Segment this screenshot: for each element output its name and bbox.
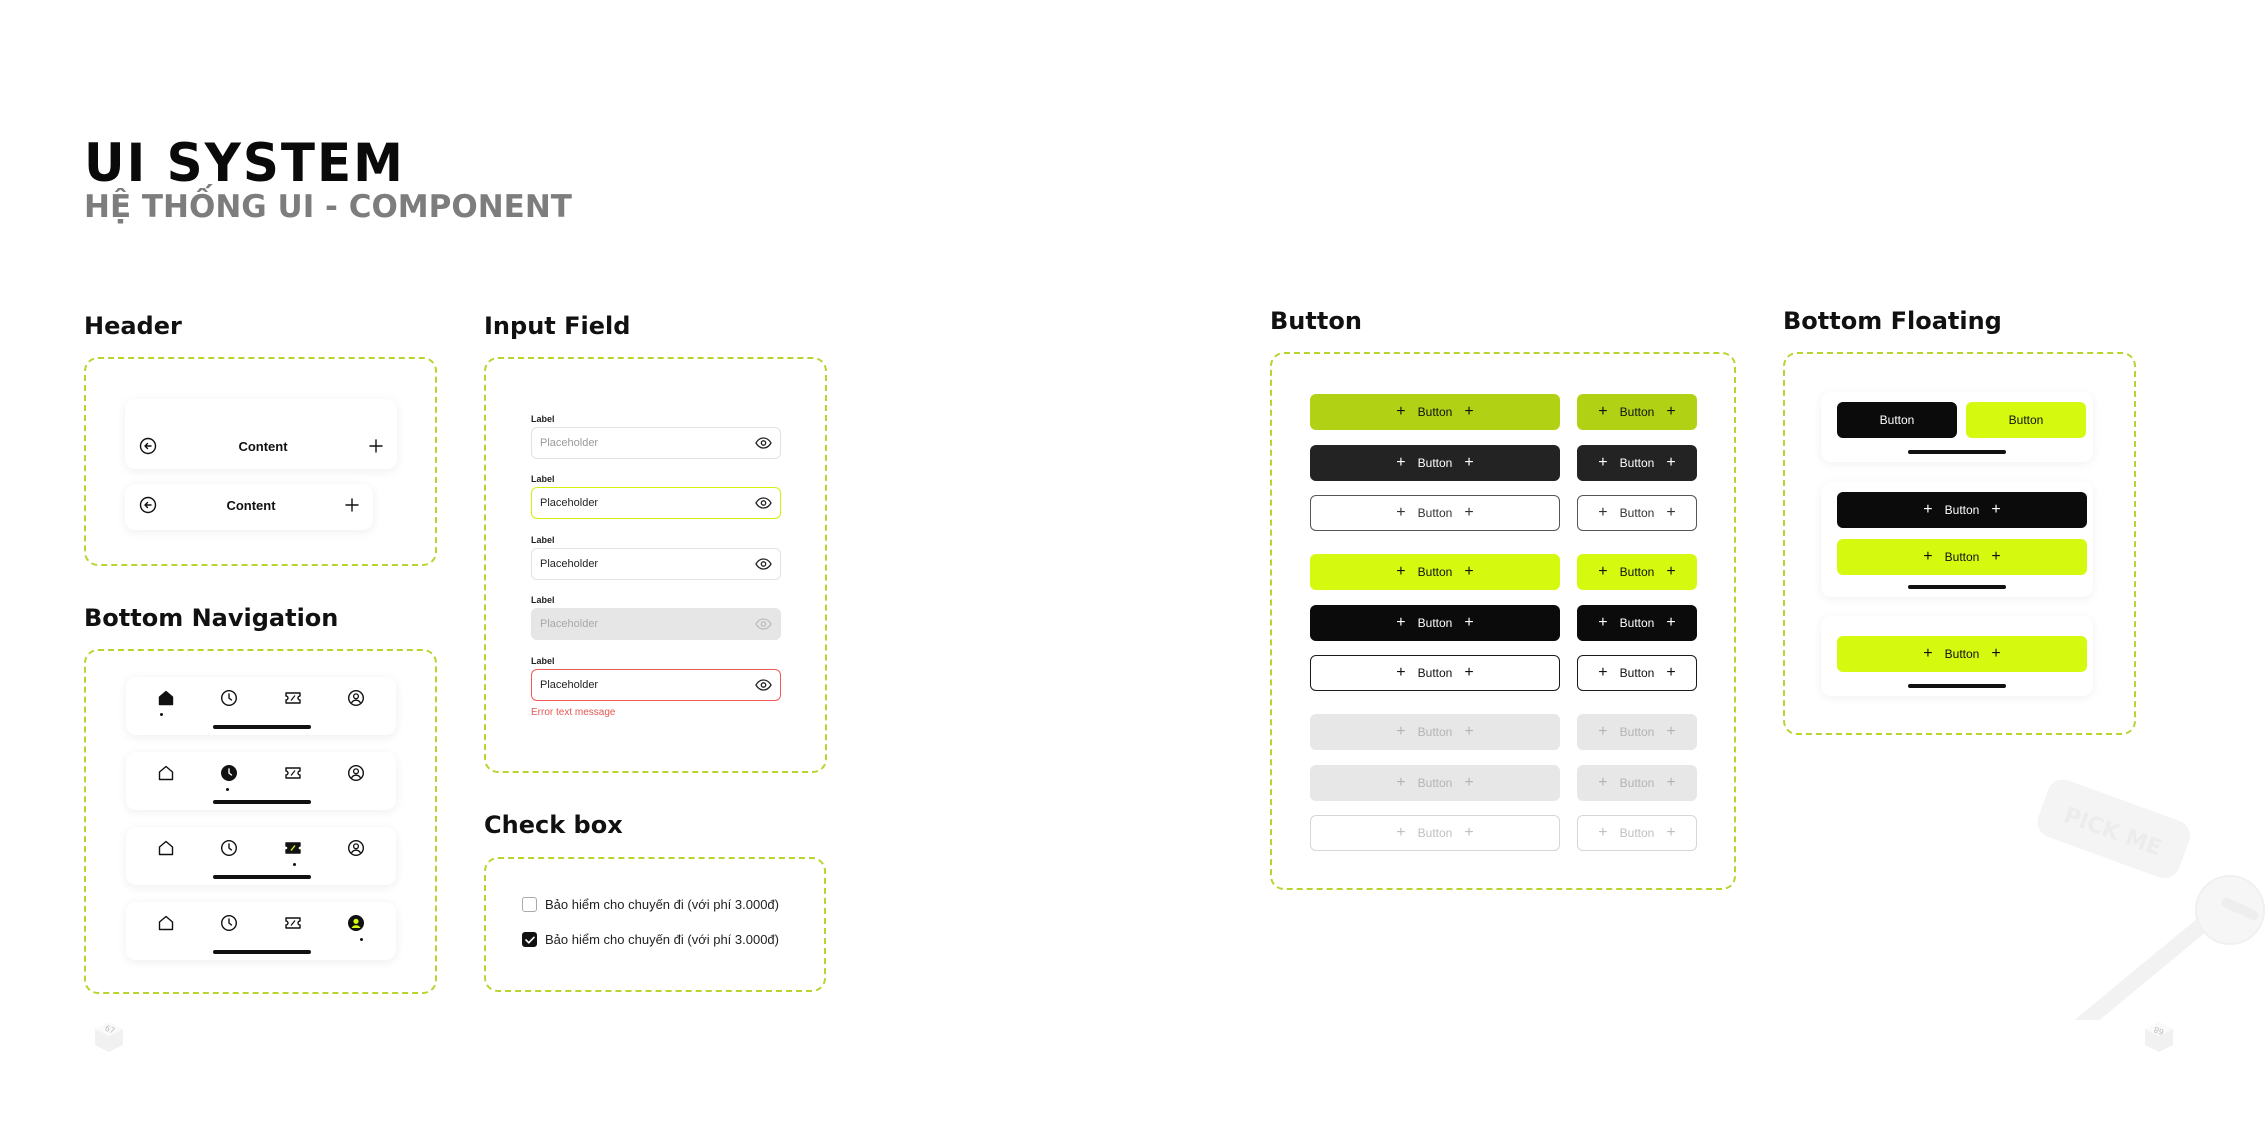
header-section-title: Header (84, 312, 182, 340)
check-icon (525, 936, 535, 944)
home-indicator (1908, 450, 2006, 454)
header-large (125, 399, 397, 469)
plus-icon: + (1396, 723, 1406, 740)
plus-icon: + (1396, 824, 1406, 841)
plus-icon: + (1666, 664, 1676, 681)
ticket-icon[interactable] (284, 839, 302, 857)
button-label: Button (1944, 647, 1980, 661)
user-icon[interactable] (347, 839, 365, 857)
page-number: 68 (2152, 1024, 2166, 1037)
button-label: Button (1417, 725, 1453, 739)
button-wide-disabled-outline (1310, 815, 1560, 851)
plus-icon: + (1598, 774, 1608, 791)
button-label: Button (1619, 725, 1655, 739)
floating-two-buttons (1821, 392, 2093, 462)
button-label: Button (1619, 456, 1655, 470)
checkbox-section-title: Check box (484, 811, 623, 839)
button-wide-outline-dark[interactable] (1310, 655, 1560, 691)
eye-icon[interactable] (755, 497, 772, 509)
plus-icon: + (1464, 504, 1474, 521)
button-compact-olive[interactable] (1577, 394, 1697, 430)
button-label: Button (1417, 565, 1453, 579)
clock-icon[interactable] (220, 689, 238, 707)
home-indicator (213, 725, 311, 729)
checkbox-unchecked[interactable] (522, 897, 537, 912)
plus-icon: + (1396, 563, 1406, 580)
plus-icon: + (1598, 454, 1608, 471)
button-label: Button (1417, 405, 1453, 419)
button-wide-outline[interactable] (1310, 495, 1560, 531)
button-section-frame (1270, 352, 1736, 890)
plus-icon: + (1598, 504, 1608, 521)
button-label: Button (1417, 506, 1453, 520)
input-placeholder: Placeholder (540, 437, 599, 449)
plus-icon: + (1464, 563, 1474, 580)
ticket-icon[interactable] (284, 914, 302, 932)
clock-icon[interactable] (220, 764, 238, 782)
plus-icon: + (1923, 548, 1933, 565)
button-compact-disabled (1577, 714, 1697, 750)
plus-icon: + (1598, 664, 1608, 681)
button-label: Button (1944, 550, 1980, 564)
page-number: 67 (103, 1023, 117, 1036)
floating-secondary-button[interactable] (1837, 402, 1957, 438)
home-indicator (213, 950, 311, 954)
input-value: Placeholder (540, 558, 599, 570)
home-icon[interactable] (157, 839, 175, 857)
plus-icon: + (1923, 645, 1933, 662)
plus-icon: + (1396, 454, 1406, 471)
checkbox-checked[interactable] (522, 932, 537, 947)
plus-icon: + (1464, 664, 1474, 681)
input-filled[interactable] (531, 548, 781, 580)
input-label: Label (531, 656, 555, 666)
plus-icon: + (1464, 614, 1474, 631)
checkbox-item[interactable] (522, 932, 779, 947)
page-number-cube-left (92, 1020, 126, 1054)
ticket-icon[interactable] (284, 764, 302, 782)
floating-primary-button[interactable] (1837, 539, 2087, 575)
button-label: Button (1619, 826, 1655, 840)
plus-icon: + (1396, 614, 1406, 631)
floating-primary-button[interactable] (1966, 402, 2086, 438)
page-subtitle: HỆ THỐNG UI - COMPONENT (84, 189, 572, 225)
input-section-frame (484, 357, 827, 773)
plus-icon: + (1464, 774, 1474, 791)
plus-icon: + (1396, 403, 1406, 420)
home-icon[interactable] (157, 764, 175, 782)
input-label: Label (531, 595, 555, 605)
button-label: Button (1619, 506, 1655, 520)
plus-icon: + (1666, 403, 1676, 420)
input-error[interactable] (531, 669, 781, 701)
active-indicator-dot (160, 713, 163, 716)
clock-icon[interactable] (220, 914, 238, 932)
plus-icon: + (1666, 504, 1676, 521)
input-placeholder: Placeholder (540, 618, 599, 630)
plus-icon: + (1396, 504, 1406, 521)
eye-icon[interactable] (755, 437, 772, 449)
button-wide-disabled (1310, 714, 1560, 750)
keychain-text: PICK ME (2060, 802, 2165, 862)
plus-icon: + (1396, 774, 1406, 791)
plus-icon: + (1666, 723, 1676, 740)
home-indicator (1908, 585, 2006, 589)
input-label: Label (531, 535, 555, 545)
plus-icon: + (1666, 563, 1676, 580)
button-label: Button (1619, 616, 1655, 630)
button-label: Button (1619, 565, 1655, 579)
plus-icon: + (1666, 774, 1676, 791)
keychain-illustration (2015, 780, 2268, 1020)
eye-icon[interactable] (755, 558, 772, 570)
button-label: Button (1417, 666, 1453, 680)
plus-icon: + (1598, 614, 1608, 631)
floating-secondary-button[interactable] (1837, 492, 2087, 528)
floating-section-frame (1783, 352, 2136, 735)
bottom-nav-bar (126, 902, 396, 960)
button-wide-lime[interactable] (1310, 554, 1560, 590)
home-icon[interactable] (157, 914, 175, 932)
header-section-frame (84, 357, 437, 566)
plus-icon: + (1396, 664, 1406, 681)
input-placeholder: Placeholder (540, 497, 599, 509)
button-compact-outline-dark[interactable] (1577, 655, 1697, 691)
floating-stacked-buttons (1821, 482, 2093, 597)
checkbox-label: Bảo hiểm cho chuyến đi (với phí 3.000đ) (545, 897, 779, 912)
bottom-nav-section-title: Bottom Navigation (84, 604, 339, 632)
input-default[interactable] (531, 427, 781, 459)
button-label: Button (1619, 405, 1655, 419)
plus-icon: + (1666, 614, 1676, 631)
plus-icon: + (1464, 824, 1474, 841)
button-wide-olive[interactable] (1310, 394, 1560, 430)
button-wide-disabled (1310, 765, 1560, 801)
plus-icon: + (1464, 723, 1474, 740)
clock-icon[interactable] (220, 839, 238, 857)
button-compact-black[interactable] (1577, 605, 1697, 641)
plus-icon: + (1598, 824, 1608, 841)
plus-icon: + (1464, 454, 1474, 471)
button-label: Button (1417, 826, 1453, 840)
input-section-title: Input Field (484, 312, 631, 340)
bottom-nav-section-frame (84, 649, 437, 994)
checkbox-section-frame (484, 857, 826, 992)
active-indicator-dot (360, 938, 363, 941)
input-label: Label (531, 474, 555, 484)
plus-icon: + (1923, 501, 1933, 518)
button-compact-lime[interactable] (1577, 554, 1697, 590)
home-indicator (213, 800, 311, 804)
checkbox-item[interactable] (522, 897, 779, 912)
header-small (125, 484, 373, 530)
plus-icon: + (1464, 403, 1474, 420)
button-compact-disabled (1577, 765, 1697, 801)
page-title: UI SYSTEM (84, 132, 405, 194)
eye-icon[interactable] (755, 679, 772, 691)
plus-icon: + (1598, 403, 1608, 420)
bottom-nav-bar (126, 677, 396, 735)
button-label: Button (1417, 776, 1453, 790)
input-disabled (531, 608, 781, 640)
home-indicator (213, 875, 311, 879)
bottom-nav-bar (126, 752, 396, 810)
home-indicator (1908, 684, 2006, 688)
plus-icon: + (1991, 501, 2001, 518)
plus-icon: + (1991, 548, 2001, 565)
error-message: Error text message (531, 707, 616, 718)
button-compact-disabled-outline (1577, 815, 1697, 851)
back-arrow-icon[interactable] (139, 496, 157, 514)
plus-icon[interactable] (345, 498, 359, 512)
button-section-title: Button (1270, 307, 1362, 335)
button-label: Button (1417, 616, 1453, 630)
floating-section-title: Bottom Floating (1783, 307, 2002, 335)
back-arrow-icon[interactable] (139, 437, 157, 455)
button-label: Button (1619, 666, 1655, 680)
button-label: Button (1879, 413, 1915, 427)
user-icon[interactable] (347, 689, 365, 707)
home-icon[interactable] (157, 689, 175, 707)
ticket-icon[interactable] (284, 689, 302, 707)
floating-primary-button[interactable] (1837, 636, 2087, 672)
button-label: Button (1417, 456, 1453, 470)
plus-icon: + (1666, 824, 1676, 841)
active-indicator-dot (226, 788, 229, 791)
user-icon[interactable] (347, 914, 365, 932)
active-indicator-dot (293, 863, 296, 866)
bottom-nav-bar (126, 827, 396, 885)
button-wide-dark[interactable] (1310, 445, 1560, 481)
plus-icon: + (1666, 454, 1676, 471)
header-content-label: Content (238, 438, 288, 454)
button-compact-dark[interactable] (1577, 445, 1697, 481)
user-icon[interactable] (347, 764, 365, 782)
button-compact-outline[interactable] (1577, 495, 1697, 531)
button-wide-black[interactable] (1310, 605, 1560, 641)
plus-icon: + (1991, 645, 2001, 662)
header-content-label: Content (226, 497, 276, 513)
plus-icon: + (1598, 723, 1608, 740)
input-label: Label (531, 414, 555, 424)
button-label: Button (1619, 776, 1655, 790)
input-value: Placeholder (540, 679, 599, 691)
input-focus[interactable] (531, 487, 781, 519)
plus-icon[interactable] (369, 439, 383, 453)
button-label: Button (2008, 413, 2044, 427)
floating-single-button (1821, 616, 2093, 696)
checkbox-label: Bảo hiểm cho chuyến đi (với phí 3.000đ) (545, 932, 779, 947)
eye-icon (755, 618, 772, 630)
button-label: Button (1944, 503, 1980, 517)
page-number-cube-right (2142, 1020, 2176, 1054)
plus-icon: + (1598, 563, 1608, 580)
